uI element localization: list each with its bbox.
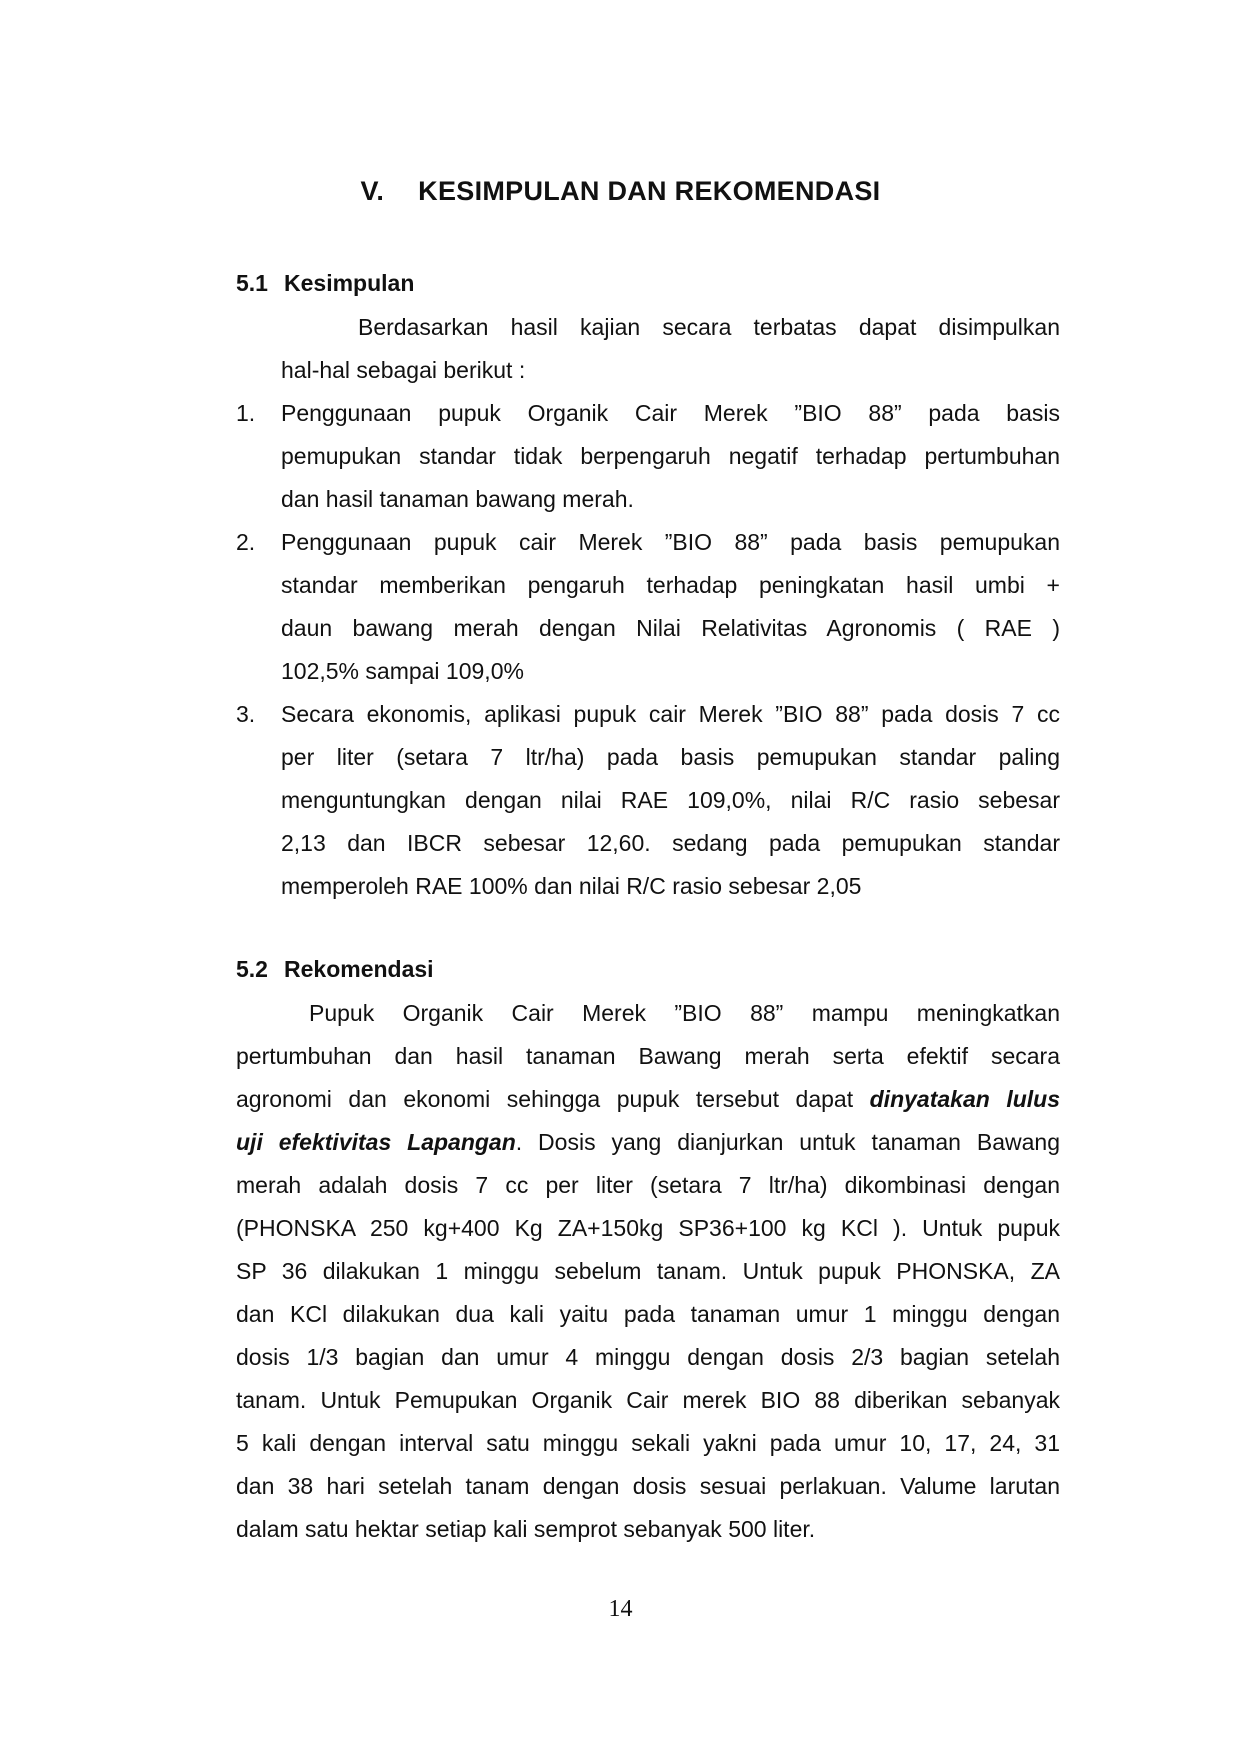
section-title: Rekomendasi xyxy=(284,956,434,982)
list-line: Secara ekonomis, aplikasi pupuk cair Merek ”BIO 88” pada dosis 7 cc xyxy=(281,701,1060,727)
list-line: 2,13 dan IBCR sebesar 12,60. sedang pada pemupukan standar xyxy=(281,830,1060,856)
section-heading-rekomendasi xyxy=(236,956,434,983)
paragraph-line: Pupuk Organik Cair Merek ”BIO 88” mampu meningkatkan xyxy=(309,1000,1060,1026)
list-line: standar memberikan pengaruh terhadap peningkatan hasil umbi + xyxy=(281,572,1060,598)
chapter-title xyxy=(0,176,1241,207)
section-number: 5.1 xyxy=(236,270,268,296)
list-line: Penggunaan pupuk cair Merek ”BIO 88” pada basis pemupukan xyxy=(281,529,1060,555)
chapter-title-text: KESIMPULAN DAN REKOMENDASI xyxy=(418,176,881,206)
kesimpulan-list xyxy=(236,392,1060,908)
paragraph-line: tanam. Untuk Pemupukan Organik Cair merek BIO 88 diberikan sebanyak xyxy=(236,1387,1060,1413)
section-number: 5.2 xyxy=(236,956,268,982)
list-line: menguntungkan dengan nilai RAE 109,0%, nilai R/C rasio sebesar xyxy=(281,787,1060,813)
section-title: Kesimpulan xyxy=(284,270,415,296)
intro-line: hal-hal sebagai berikut : xyxy=(281,357,526,383)
list-item xyxy=(236,521,1060,693)
list-line: dan hasil tanaman bawang merah. xyxy=(281,486,634,512)
list-item xyxy=(236,693,1060,908)
paragraph-line: merah adalah dosis 7 cc per liter (setara 7 ltr/ha) dikombinasi dengan xyxy=(236,1172,1060,1198)
paragraph-line: (PHONSKA 250 kg+400 Kg ZA+150kg SP36+100 kg KCl ). Untuk pupuk xyxy=(236,1215,1060,1241)
paragraph-line: dan 38 hari setelah tanam dengan dosis sesuai perlakuan. Valume larutan xyxy=(236,1473,1060,1499)
paragraph-line: dalam satu hektar setiap kali semprot sebanyak 500 liter. xyxy=(236,1516,816,1542)
intro-line: Berdasarkan hasil kajian secara terbatas dapat disimpulkan xyxy=(358,314,1060,340)
paragraph-line: 5 kali dengan interval satu minggu sekali yakni pada umur 10, 17, 24, 31 xyxy=(236,1430,1060,1456)
chapter-number: V. xyxy=(360,176,385,206)
section-heading-kesimpulan xyxy=(236,270,414,297)
paragraph-line: dan KCl dilakukan dua kali yaitu pada tanaman umur 1 minggu dengan xyxy=(236,1301,1060,1327)
list-line: pemupukan standar tidak berpengaruh negatif terhadap pertumbuhan xyxy=(281,443,1060,469)
list-marker: 2. xyxy=(236,529,256,555)
list-line: Penggunaan pupuk Organik Cair Merek ”BIO 88” pada basis xyxy=(281,400,1060,426)
paragraph-line xyxy=(236,1121,1060,1164)
rekomendasi-paragraph xyxy=(236,992,1060,1551)
list-line: 102,5% sampai 109,0% xyxy=(281,658,524,684)
emphasis-text: uji efektivitas Lapangan xyxy=(236,1129,516,1155)
list-line: daun bawang merah dengan Nilai Relativitas Agronomis ( RAE ) xyxy=(281,615,1060,641)
paragraph-text: . Dosis yang dianjurkan untuk tanaman Bawang xyxy=(515,1129,1060,1155)
list-line: memperoleh RAE 100% dan nilai R/C rasio sebesar 2,05 xyxy=(281,873,862,899)
list-marker: 1. xyxy=(236,400,256,426)
list-item xyxy=(236,392,1060,521)
paragraph-line xyxy=(236,1078,1060,1121)
kesimpulan-intro xyxy=(281,306,1060,392)
paragraph-line: pertumbuhan dan hasil tanaman Bawang merah serta efektif secara xyxy=(236,1043,1060,1069)
paragraph-line: dosis 1/3 bagian dan umur 4 minggu dengan dosis 2/3 bagian setelah xyxy=(236,1344,1060,1370)
list-line: per liter (setara 7 ltr/ha) pada basis pemupukan standar paling xyxy=(281,744,1060,770)
emphasis-text: dinyatakan lulus xyxy=(869,1086,1060,1112)
paragraph-line: SP 36 dilakukan 1 minggu sebelum tanam. Untuk pupuk PHONSKA, ZA xyxy=(236,1258,1060,1284)
list-marker: 3. xyxy=(236,701,256,727)
paragraph-text: agronomi dan ekonomi sehingga pupuk tersebut dapat xyxy=(236,1086,870,1112)
page-number: 14 xyxy=(608,1596,633,1622)
